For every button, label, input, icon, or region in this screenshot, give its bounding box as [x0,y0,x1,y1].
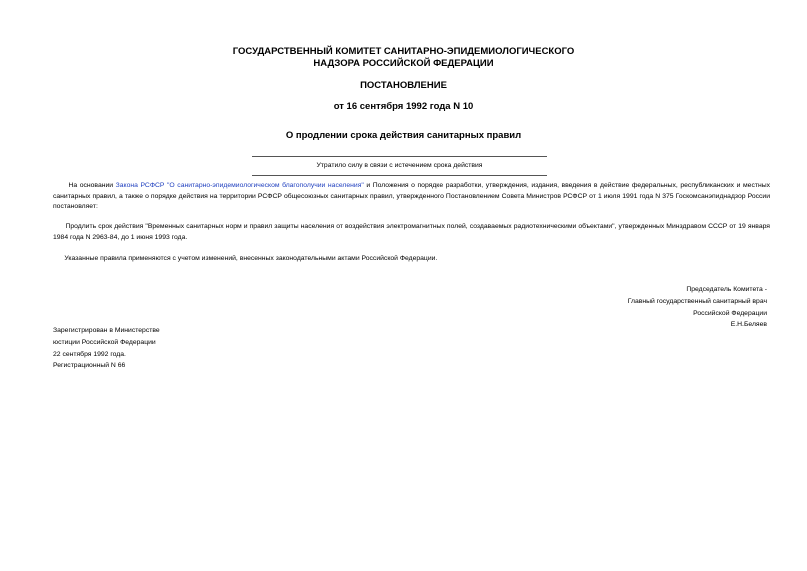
signature-line-3: Российской Федерации [693,309,767,317]
paragraph-basis-prefix: На основании [68,182,116,189]
document-subject: О продлении срока действия санитарных правил [285,130,522,141]
status-note: Утратило силу в связи с истечением срока действия [316,162,483,169]
document-type: ПОСТАНОВЛЕНИЕ [360,80,447,91]
paragraph-basis-suffix: и Положения о порядке разработки, утверждения, издания, введения в действие федеральных, республиканских и местных санитарных правил, а также о порядке действия на территории РСФСР общесоюзных санитарных правил, утвержденного Постановлением Совета Министров РСФСР от 1 июля 1991 года N 375 Госкомсанэпиднадзор России постановляет: [53,182,771,210]
status-divider-top [252,156,547,157]
signature-line-2: Главный государственный санитарный врач [627,297,767,305]
status-divider-bottom [252,175,547,176]
paragraph-basis [53,181,770,213]
registration-line-1: Зарегистрирован в Министерстве [53,327,160,334]
paragraph-extension [53,222,770,243]
registration-date: 22 сентября 1992 года. [53,350,126,358]
signature-block [507,284,767,331]
registration-block [53,325,253,372]
registration-number: Регистрационный N 66 [53,362,126,370]
paragraph-extension-text: Продлить срок действия "Временных санитарных норм и правил защиты населения от воздействия электромагнитных полей, создаваемых радиотехническими объектами", утвержденных Минздравом СССР от 19 января 1984 года N 2963-84, до 1 июня 1993 года. [53,223,770,241]
signature-line-1: Председатель Комитета - [686,286,767,293]
document-date: от 16 сентября 1992 года N 10 [333,101,474,112]
issuer-title-line2: НАДЗОРА РОССИЙСКОЙ ФЕДЕРАЦИИ [313,58,494,69]
paragraph-application [53,254,770,265]
issuer-title-line1: ГОСУДАРСТВЕННЫЙ КОМИТЕТ САНИТАРНО-ЭПИДЕМИОЛОГИЧЕСКОГО [232,46,575,57]
signature-name: Е.Н.Беляев [730,321,767,329]
paragraph-application-text: Указанные правила применяются с учетом изменений, внесенных законодательными актами Российской Федерации. [64,255,438,262]
registration-line-2: юстиции Российской Федерации [53,338,156,346]
law-link[interactable]: Закона РСФСР "О санитарно-эпидемиологическом благополучии населения" [115,182,364,189]
